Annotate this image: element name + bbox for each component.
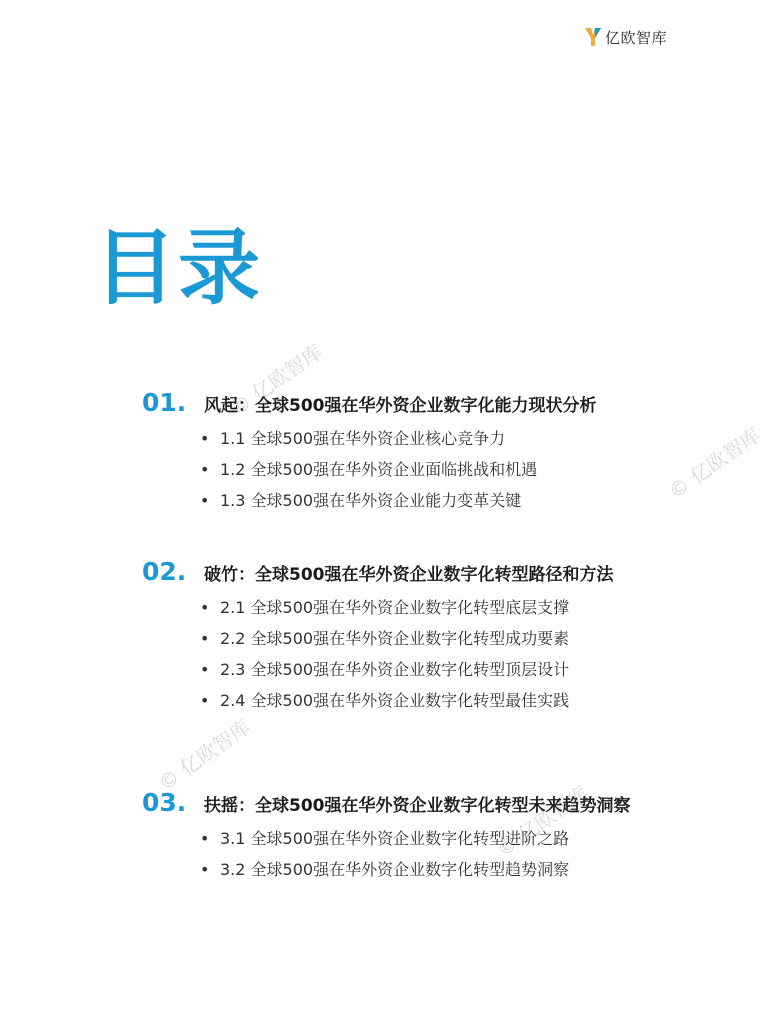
page-title: 目录 [94,221,263,316]
subsection-item[interactable]: • 1.1 全球500强在华外资企业核心竞争力 [200,423,597,454]
subsection-item[interactable]: • 2.4 全球500强在华外资企业数字化转型最佳实践 [200,685,614,716]
section-number: 03. [142,788,187,817]
bullet-icon: • [200,460,210,479]
watermark: © 亿欧智库 [153,714,255,796]
subsection-item[interactable]: • 2.2 全球500强在华外资企业数字化转型成功要素 [200,623,614,654]
subsection-item[interactable]: • 3.2 全球500强在华外资企业数字化转型趋势洞察 [200,854,631,885]
toc-section-3 [142,788,631,885]
toc-section-2 [142,557,614,716]
subsection-item[interactable]: • 2.3 全球500强在华外资企业数字化转型顶层设计 [200,654,614,685]
bullet-icon: • [200,860,210,879]
subsection-item[interactable]: • 2.1 全球500强在华外资企业数字化转型底层支撑 [200,592,614,623]
bullet-icon: • [200,598,210,617]
subsection-item[interactable]: • 1.2 全球500强在华外资企业面临挑战和机遇 [200,454,597,485]
subsection-item[interactable]: • 1.3 全球500强在华外资企业能力变革关键 [200,485,597,516]
section-title[interactable]: 扶摇：全球500强在华外资企业数字化转型未来趋势洞察 [204,796,631,816]
subsection-item[interactable]: • 3.1 全球500强在华外资企业数字化转型进阶之路 [200,823,631,854]
bullet-icon: • [200,491,210,510]
section-header [142,557,614,586]
brand-logo [584,24,667,50]
bullet-icon: • [200,829,210,848]
logo-y-icon [584,26,602,48]
section-header [142,788,631,817]
section-title[interactable]: 风起：全球500强在华外资企业数字化能力现状分析 [204,396,597,416]
subsection-list [142,823,631,885]
watermark: © 亿欧智库 [491,780,593,862]
bullet-icon: • [200,660,210,679]
section-title[interactable]: 破竹：全球500强在华外资企业数字化转型路径和方法 [204,565,614,585]
watermark: © 亿欧智库 [663,422,765,504]
bullet-icon: • [200,429,210,448]
section-number: 02. [142,557,187,586]
subsection-list [142,592,614,716]
section-header [142,388,597,417]
subsection-list [142,423,597,516]
bullet-icon: • [200,691,210,710]
section-number: 01. [142,388,187,417]
logo-text: 亿欧智库 [605,28,668,47]
bullet-icon: • [200,629,210,648]
toc-section-1 [142,388,597,516]
watermark: © 亿欧智库 [225,339,327,421]
